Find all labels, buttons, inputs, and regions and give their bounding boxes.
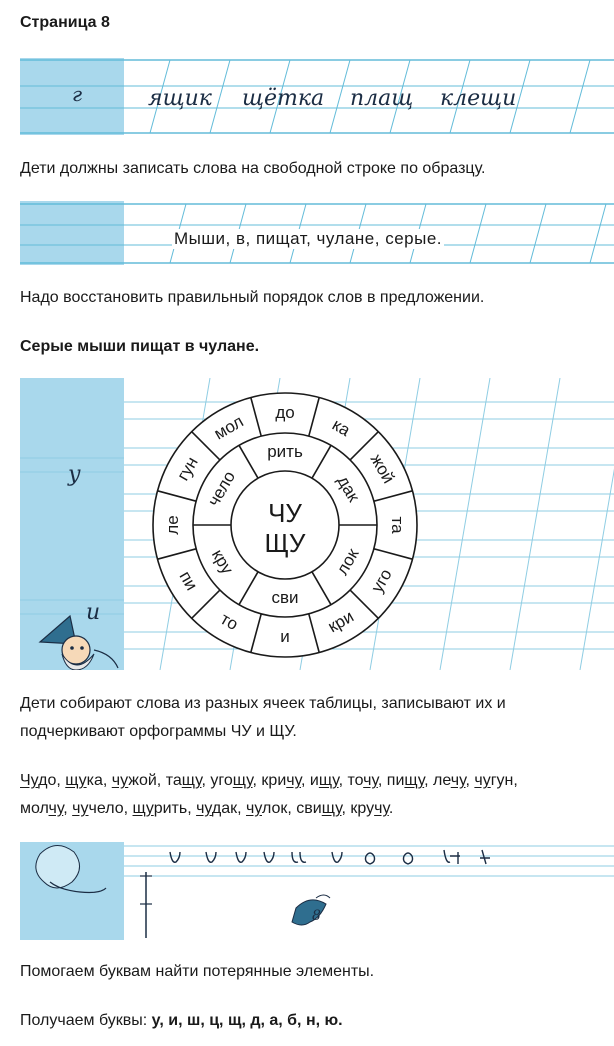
wheel-outer-syllable: жой xyxy=(366,450,399,487)
page-title: Страница 8 xyxy=(20,14,110,31)
answer-text: мол xyxy=(20,800,49,817)
ruled-lines xyxy=(20,842,614,940)
page-number: 8 xyxy=(312,908,321,924)
task4-description: Помогаем буквам найти потерянные элементы. xyxy=(20,963,375,980)
answer-text: до, xyxy=(38,772,66,789)
answer-text: , кри xyxy=(252,772,287,789)
underlined-spelling: щу xyxy=(321,800,342,817)
wheel-center-bottom: ЩУ xyxy=(264,528,306,558)
answer-text: рить, xyxy=(153,800,197,817)
wheel-outer-syllable: уго xyxy=(367,565,396,596)
wheel-center-top: ЧУ xyxy=(268,498,302,528)
copybook-strip-2 xyxy=(20,201,614,265)
wheel-outer-syllable: пи xyxy=(175,567,202,594)
letter-wheel-panel xyxy=(20,378,614,670)
underlined-spelling: щу xyxy=(404,772,425,789)
copybook-strip-1 xyxy=(20,58,614,135)
underlined-spelling: чу xyxy=(72,800,89,817)
wheel-outer-syllable: мол xyxy=(210,411,247,444)
wheel-inner-syllable: рить xyxy=(267,442,303,461)
answer-text: , xyxy=(465,772,475,789)
margin-letter: г xyxy=(72,82,83,106)
wheel-outer-syllable: ле xyxy=(163,515,182,535)
wheel-inner-syllable: дак xyxy=(333,471,364,505)
underlined-spelling: чу xyxy=(48,800,64,817)
handwritten-word: ящик xyxy=(148,86,212,111)
answer-text: лок, сви xyxy=(262,800,322,817)
underlined-spelling: щу xyxy=(318,772,339,789)
task3-description-line2: подчеркивают орфограммы ЧУ и ЩУ. xyxy=(20,723,297,740)
underlined-spelling: щу xyxy=(65,772,87,789)
answer-text: жой, та xyxy=(128,772,182,789)
wheel-inner-syllable: сви xyxy=(271,588,299,607)
answer-text: , кру xyxy=(341,800,375,817)
margin-letter: у xyxy=(68,462,81,487)
answer-text: , то xyxy=(338,772,364,789)
wheel-inner-syllable: кру xyxy=(207,545,237,577)
underlined-spelling: чу xyxy=(474,772,491,789)
task3-description-line1: Дети собирают слова из разных ячеек таблицы, записывают их и xyxy=(20,695,506,712)
task2-answer: Серые мыши пищат в чулане. xyxy=(20,338,260,355)
task1-description: Дети должны записать слова на свободной строке по образцу. xyxy=(20,160,486,177)
gnome-illustration xyxy=(32,614,122,670)
task2-description: Надо восстановить правильный порядок слов в предложении. xyxy=(20,289,485,306)
answer-text: . xyxy=(388,800,394,817)
underlined-spelling: чу xyxy=(374,800,389,817)
wheel-outer-syllable: до xyxy=(275,403,295,422)
answer-text: , уго xyxy=(201,772,233,789)
wheel-inner-syllable: чело xyxy=(203,467,239,510)
handwritten-word: щётка xyxy=(242,86,325,111)
margin-letter: и xyxy=(86,600,101,625)
task3-answer-line1 xyxy=(20,767,518,795)
wheel-inner-syllable: лок xyxy=(332,544,363,578)
wheel-outer-syllable: ка xyxy=(329,415,354,441)
answer-text: , ле xyxy=(424,772,451,789)
underlined-spelling: чу xyxy=(196,800,212,817)
result-letters: у, и, ш, ц, щ, д, а, б, н, ю. xyxy=(151,1012,343,1029)
task4-result xyxy=(20,1007,343,1035)
underlined-spelling: чу xyxy=(246,800,262,817)
wheel-outer-syllable: та xyxy=(388,516,407,534)
underlined-spelling: Чу xyxy=(20,772,39,789)
wheel-outer-syllable: кри xyxy=(324,606,357,637)
task3-answer-line2 xyxy=(20,795,393,823)
answer-text: чело, xyxy=(88,800,133,817)
answer-text: гун, xyxy=(490,772,518,789)
wheel-outer-syllable: гун xyxy=(173,453,202,484)
answer-text: ка, xyxy=(86,772,112,789)
answer-text: , пи xyxy=(377,772,405,789)
scrambled-sentence: Мыши, в, пищат, чулане, серые. xyxy=(174,229,443,248)
wheel-outer-syllable: то xyxy=(217,609,242,635)
underlined-spelling: щу xyxy=(232,772,253,789)
copybook-strip-4 xyxy=(20,842,614,940)
answer-text: , xyxy=(63,800,73,817)
underlined-spelling: чу xyxy=(450,772,466,789)
handwritten-word: плащ xyxy=(350,86,414,111)
handwritten-word: клещи xyxy=(440,86,517,111)
underlined-spelling: чу xyxy=(111,772,129,789)
result-label: Получаем буквы: xyxy=(20,1012,152,1029)
answer-text: дак, xyxy=(211,800,247,817)
underlined-spelling: щу xyxy=(181,772,202,789)
underlined-spelling: щу xyxy=(132,800,154,817)
underlined-spelling: чу xyxy=(286,772,301,789)
wheel-outer-syllable: и xyxy=(280,627,290,646)
wheel-labels xyxy=(140,382,430,668)
answer-text: , и xyxy=(301,772,319,789)
underlined-spelling: чу xyxy=(363,772,378,789)
